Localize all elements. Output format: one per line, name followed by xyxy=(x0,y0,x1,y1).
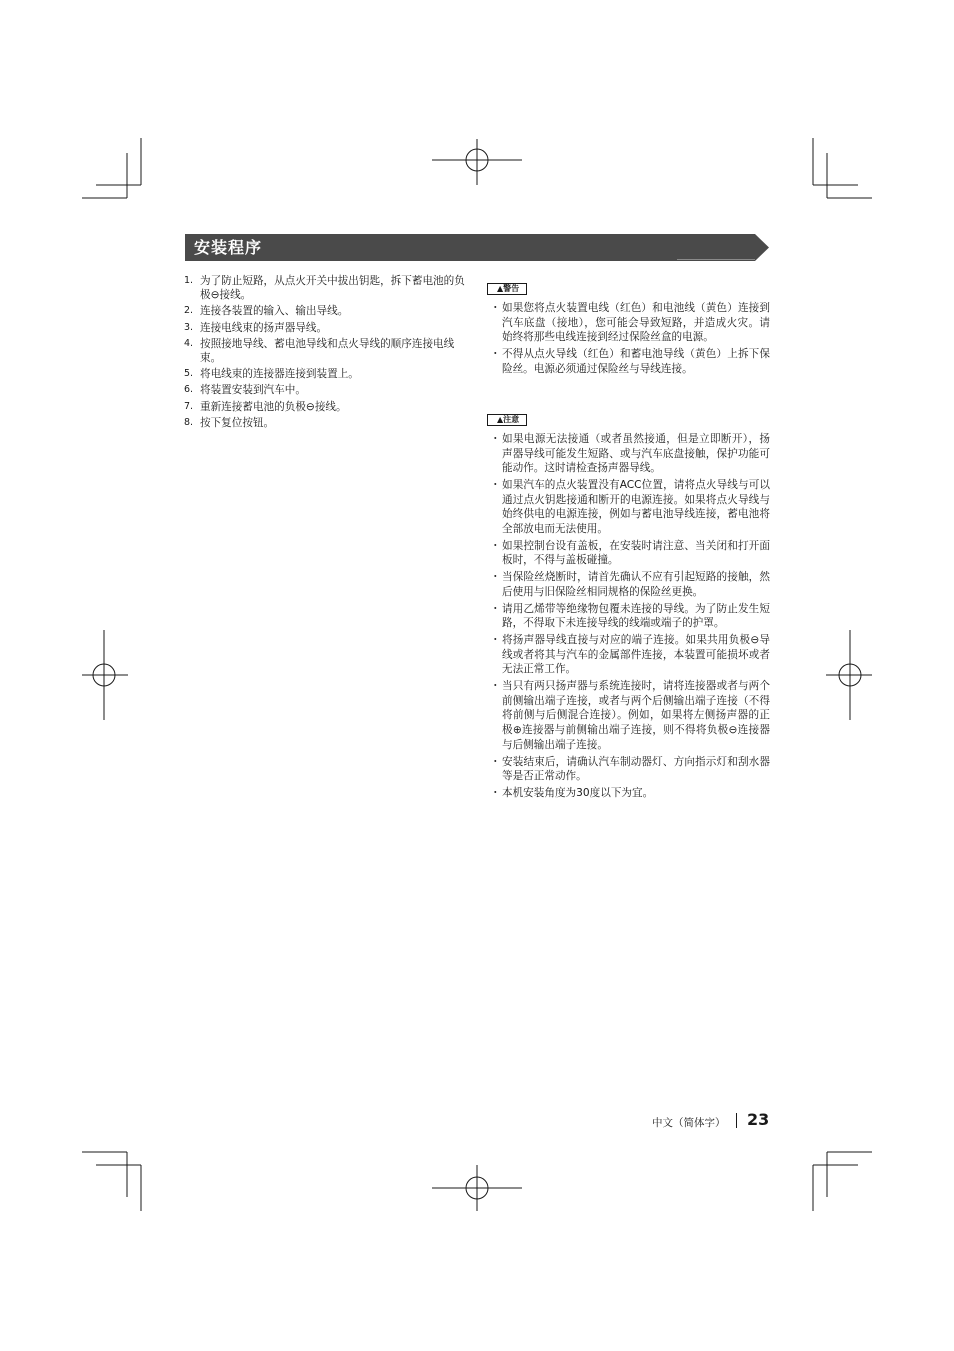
list-item-text: 如果电源无法接通（或者虽然接通，但是立即断开），扬声器导线可能发生短路、或与汽车底盘接触，保护功能可能动作。这时请检查扬声器导线。 xyxy=(502,433,770,475)
list-item xyxy=(487,786,770,801)
bullet-icon: ・ xyxy=(490,479,501,492)
bullet-icon: ・ xyxy=(490,787,501,800)
warning-label: ▲警告 xyxy=(487,283,527,295)
section-title: 安装程序 xyxy=(194,238,263,257)
installation-steps xyxy=(184,274,470,432)
step-number: 6. xyxy=(184,384,194,396)
list-item xyxy=(487,570,770,599)
step-number: 7. xyxy=(184,400,194,412)
list-item xyxy=(487,539,770,568)
step-number: 5. xyxy=(184,368,194,380)
caution-list xyxy=(487,432,770,801)
step-text: 按下复位按钮。 xyxy=(200,417,275,430)
step-item xyxy=(184,367,470,381)
list-item xyxy=(487,347,770,376)
step-item xyxy=(184,400,470,414)
bullet-icon: ・ xyxy=(490,680,501,693)
step-item xyxy=(184,274,470,302)
list-item-text: 不得从点火导线（红色）和蓄电池导线（黄色）上拆下保险丝。电源必须通过保险丝与导线连接。 xyxy=(502,348,770,375)
bullet-icon: ・ xyxy=(490,348,501,361)
step-text: 连接电线束的扬声器导线。 xyxy=(200,321,328,334)
list-item xyxy=(487,679,770,752)
step-text: 将装置安装到汽车中。 xyxy=(200,384,306,397)
list-item-text: 安装结束后，请确认汽车制动器灯、方向指示灯和刮水器等是否正常动作。 xyxy=(502,755,770,783)
title-bar-shape xyxy=(185,234,769,261)
step-text: 为了防止短路，从点火开关中拔出钥匙，拆下蓄电池的负极⊖接线。 xyxy=(200,275,465,301)
section-title-bar xyxy=(185,234,769,261)
list-item xyxy=(487,478,770,536)
step-text: 将电线束的连接器连接到装置上。 xyxy=(200,368,359,381)
bullet-icon: ・ xyxy=(490,634,501,647)
step-item xyxy=(184,416,470,430)
bullet-icon: ・ xyxy=(490,302,501,314)
step-text: 重新连接蓄电池的负极⊖接线。 xyxy=(200,400,347,413)
page-number: 23 xyxy=(747,1110,770,1129)
step-number: 1. xyxy=(184,275,194,286)
bullet-icon: ・ xyxy=(490,539,501,552)
page-footer xyxy=(652,1110,772,1130)
bullet-icon: ・ xyxy=(490,755,501,768)
list-item-text: 如果控制台设有盖板，在安装时请注意、当关闭和打开面板时，不得与盖板碰撞。 xyxy=(502,539,770,567)
list-item xyxy=(487,755,770,784)
list-item xyxy=(487,432,770,476)
list-item-text: 本机安装角度为30度以下为宜。 xyxy=(502,787,654,800)
step-number: 4. xyxy=(184,337,194,349)
list-item-text: 如果汽车的点火装置没有ACC位置，请将点火导线与可以通过点火钥匙接通和断开的电源连接。如果将点火导线与始终供电的电源连接，例如与蓄电池导线连接，蓄电池将全部放电而无法使用。 xyxy=(502,479,770,535)
list-item-text: 将扬声器导线直接与对应的端子连接。如果共用负极⊖导线或者将其与汽车的金属部件连接，本装置可能损坏或者无法正常工作。 xyxy=(502,634,770,676)
bullet-icon: ・ xyxy=(490,433,501,445)
list-item xyxy=(487,633,770,677)
caution-block xyxy=(487,407,770,803)
list-item-text: 请用乙烯带等绝缘物包覆未连接的导线。为了防止发生短路，不得取下未连接导线的线端或端子的护罩。 xyxy=(502,602,770,630)
step-number: 2. xyxy=(184,305,194,317)
step-item xyxy=(184,304,470,318)
footer-separator xyxy=(736,1113,737,1128)
footer-language: 中文（简体字） xyxy=(652,1117,726,1129)
step-text: 连接各装置的输入、输出导线。 xyxy=(200,305,349,318)
list-item-text: 当只有两只扬声器与系统连接时，请将连接器或者与两个前侧输出端子连接，或者与两个后侧输出端子连接（不得将前侧与后侧混合连接）。例如，如果将左侧扬声器的正极⊕连接器与前侧输出端子连接，则不得将负极⊖连接器与后侧输出端子连接。 xyxy=(502,680,770,751)
caution-label: ▲注意 xyxy=(487,414,527,426)
step-number: 3. xyxy=(184,321,194,333)
list-item xyxy=(487,602,770,631)
list-item xyxy=(487,301,770,345)
list-item-text: 如果您将点火装置电线（红色）和电池线（黄色）连接到汽车底盘（接地），您可能会导致短路，并造成火灾。请始终将那些电线连接到经过保险丝盒的电源。 xyxy=(502,302,770,344)
list-item-text: 当保险丝烧断时，请首先确认不应有引起短路的接触，然后使用与旧保险丝相同规格的保险丝更换。 xyxy=(502,571,770,598)
step-item xyxy=(184,321,470,335)
step-text: 按照接地导线、蓄电池导线和点火导线的顺序连接电线束。 xyxy=(200,337,455,364)
step-number: 8. xyxy=(184,417,194,429)
bullet-icon: ・ xyxy=(490,571,501,584)
step-item xyxy=(184,383,470,397)
bullet-icon: ・ xyxy=(490,602,501,615)
step-item xyxy=(184,337,470,365)
warning-list xyxy=(487,301,770,376)
warning-block xyxy=(487,276,770,379)
